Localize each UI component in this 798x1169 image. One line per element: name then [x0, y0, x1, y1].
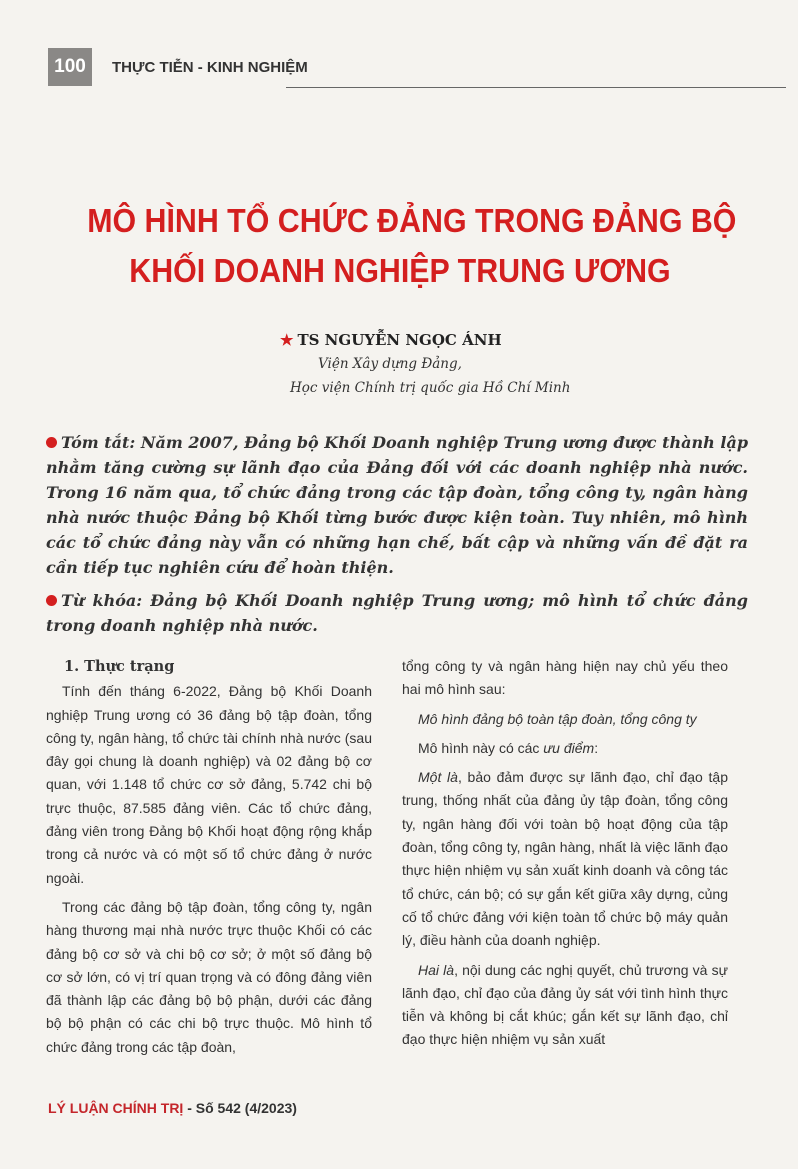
author-affiliation-2: Học viện Chính trị quốc gia Hồ Chí Minh: [290, 380, 571, 396]
emphasis: Một là: [418, 769, 458, 786]
keywords-text: Đảng bộ Khối Doanh nghiệp Trung ương; mô hình tổ chức đảng trong doanh nghiệp nhà nước.: [46, 591, 748, 635]
text-run: :: [594, 739, 599, 756]
left-column: [46, 655, 372, 1065]
abstract: [46, 430, 748, 646]
text-run: , bảo đảm được sự lãnh đạo, chỉ đạo tập trung, thống nhất của đảng ủy tập đoàn, tổng công ty, ngân hàng đối với toàn bộ hoạt động của tập đoàn, tổng công ty, ngân hàng, nhất là việc lãnh đạo thực hiện nhiệm vụ sản xuất kinh doanh và công tác tổ chức, cán bộ; có sự gắn kết giữa xây dựng, củng cố tổ chức đảng với kiện toàn tổ chức bộ máy quản lý, điều hành của doanh nghiệp.: [402, 769, 728, 949]
keywords-paragraph: [46, 588, 748, 638]
article-title: [87, 196, 737, 296]
bullet-dot-icon: [46, 595, 57, 606]
title-line-2: KHỐI DOANH NGHIỆP TRUNG ƯƠNG: [129, 252, 671, 289]
summary-label: Tóm tắt:: [61, 433, 136, 452]
header-rule: [286, 87, 786, 88]
paragraph: [402, 959, 728, 1052]
paragraph: Trong các đảng bộ tập đoàn, tổng công ty, ngân hàng thương mại nhà nước trực thuộc Khối có các đảng bộ cơ sở và chi bộ cơ sở; ở một số đảng bộ cơ sở lớn, có vị trí quan trọng và có đông đảng viên đã thành lập các đảng bộ bộ phận, dưới các đảng bộ bộ phận có các chi bộ trực thuộc. Mô hình tổ chức đảng trong các tập đoàn,: [46, 898, 372, 1055]
emphasis: Hai là: [418, 961, 455, 978]
text-run: , nội dung các nghị quyết, chủ trương và sự lãnh đạo, chỉ đạo của đảng ủy sát với tình hình thực tiễn và không bị cắt khúc; gắn kết sự lãnh đạo, chỉ đạo thực hiện nhiệm vụ sản xuất: [402, 961, 728, 1048]
page-footer: [48, 1100, 297, 1116]
issue-number: - Số 542 (4/2023): [183, 1100, 297, 1116]
star-icon: ★: [280, 331, 294, 349]
paragraph: Tính đến tháng 6-2022, Đảng bộ Khối Doanh nghiệp Trung ương có 36 đảng bộ tập đoàn, tổng công ty, ngân hàng, tổ chức tài chính nhà nước (sau đây gọi chung là doanh nghiệp) và 02 đảng bộ cơ quan, với 1.148 tổ chức cơ sở đảng, 5.742 chi bộ trực thuộc, 87.585 đảng viên. Các tổ chức đảng, đảng viên trong Đảng bộ Khối hoạt động rộng khắp trong cả nước và có một số tổ chức đảng ở nước ngoài.: [46, 683, 372, 886]
keywords-label: Từ khóa:: [61, 591, 143, 610]
section-label: THỰC TIỄN - KINH NGHIỆM: [112, 59, 308, 76]
paragraph: [402, 766, 728, 952]
page-number: 100: [48, 48, 92, 86]
bullet-dot-icon: [46, 437, 57, 448]
emphasis: ưu điểm: [543, 739, 595, 756]
author-name: [280, 331, 502, 349]
subheading: Mô hình đảng bộ toàn tập đoàn, tổng công ty: [418, 710, 697, 727]
journal-name: LÝ LUẬN CHÍNH TRỊ: [48, 1100, 184, 1116]
paragraph: [402, 737, 728, 760]
paragraph: tổng công ty và ngân hàng hiện nay chủ yếu theo hai mô hình sau:: [402, 658, 728, 698]
summary-paragraph: [46, 430, 748, 580]
text-run: Mô hình này có các: [418, 739, 544, 756]
page-header: [48, 48, 748, 88]
summary-text: Năm 2007, Đảng bộ Khối Doanh nghiệp Trung ương được thành lập nhằm tăng cường sự lãnh đạo của Đảng đối với các doanh nghiệp nhà nước. Trong 16 năm qua, tổ chức đảng trong các tập đoàn, tổng công ty, ngân hàng nhà nước thuộc Đảng bộ Khối từng bước được kiện toàn. Tuy nhiên, mô hình các tổ chức đảng này vẫn có những hạn chế, bất cập và những vấn đề đặt ra cần tiếp tục nghiên cứu để hoàn thiện.: [46, 433, 749, 577]
author-affiliation-1: Viện Xây dựng Đảng,: [318, 356, 462, 372]
title-line-1: MÔ HÌNH TỔ CHỨC ĐẢNG TRONG ĐẢNG BỘ: [87, 202, 737, 239]
author-name-text: TS NGUYỄN NGỌC ÁNH: [297, 331, 502, 349]
right-column: [402, 655, 728, 1058]
section-heading: 1. Thực trạng: [64, 658, 175, 675]
